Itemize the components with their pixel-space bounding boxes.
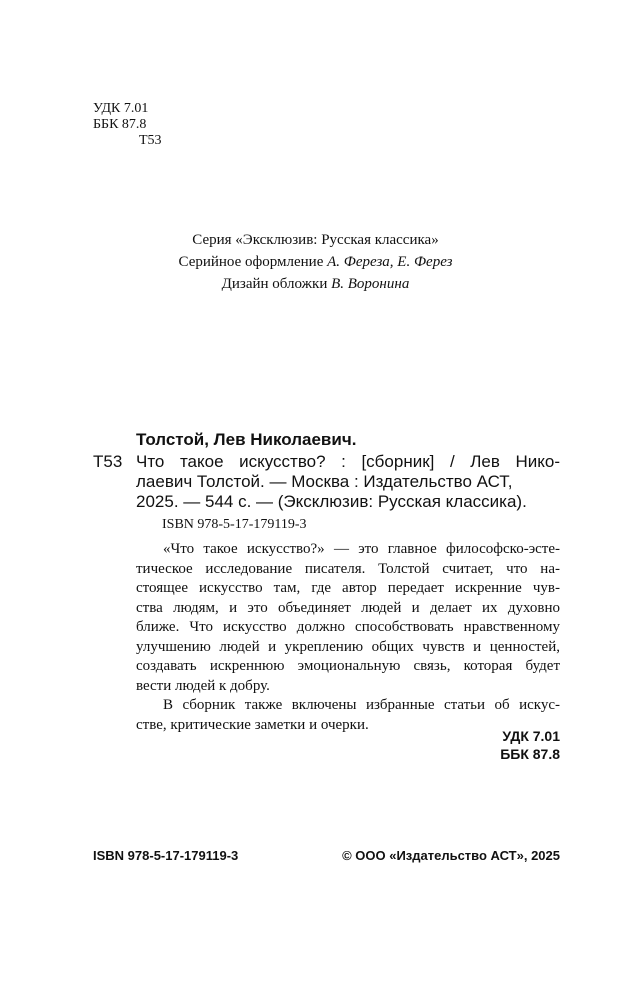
udk-code-bottom: УДК 7.01	[502, 728, 560, 744]
record-isbn: ISBN 978-5-17-179119-3	[162, 517, 307, 532]
annotation	[136, 540, 560, 735]
annotation-line: стоящее искусство там, где автор передает искренние чув-	[136, 580, 560, 596]
series-design-label: Серийное оформление	[178, 254, 328, 270]
annotation-line: создавать искреннюю эмоциональную связь, которая будет	[136, 658, 560, 674]
annotation-line: тическое исследование писателя. Толстой считает, что на-	[136, 560, 560, 577]
record-author: Толстой, Лев Николаевич.	[136, 430, 357, 449]
cover-design-line	[0, 273, 631, 295]
record-line-1: Что такое искусство? : [сборник] / Лев Нико-	[136, 452, 560, 471]
cutter-code: Т53	[139, 133, 162, 148]
series-design-line	[0, 251, 631, 273]
annotation-line: вести людей к добру.	[136, 677, 270, 694]
udk-code: УДК 7.01	[93, 101, 149, 116]
udk-bbk-block	[500, 727, 560, 763]
series-title: Серия «Эксклюзив: Русская классика»	[192, 232, 439, 248]
bbk-code: ББК 87.8	[93, 117, 147, 132]
record-cutter: Т53	[93, 452, 123, 471]
annotation-line: «Что такое искусство?» — это главное философско-эсте-	[163, 541, 560, 557]
bibliographic-record	[136, 452, 560, 512]
series-design-names: А. Фереза, Е. Ферез	[327, 254, 453, 270]
footer-copyright: © ООО «Издательство АСТ», 2025	[342, 848, 560, 863]
record-line-3: 2025. — 544 с. — (Эксклюзив: Русская классика).	[136, 492, 527, 511]
bbk-code-bottom: ББК 87.8	[500, 746, 560, 762]
series-credits	[0, 229, 631, 295]
cover-design-name: В. Воронина	[331, 276, 410, 292]
annotation-line: стве, критические заметки и очерки.	[136, 716, 369, 733]
annotation-line: ства людям, и это объединяет людей и делает их духовно	[136, 599, 560, 616]
annotation-line: ближе. Что искусство должно способствовать нравственному	[136, 619, 560, 635]
record-line-2: лаевич Толстой. — Москва : Издательство АСТ,	[136, 472, 513, 491]
cover-design-label: Дизайн обложки	[221, 276, 332, 292]
annotation-line: В сборник также включены избранные статьи об искус-	[163, 697, 560, 713]
classification-block	[93, 101, 162, 149]
annotation-line: улучшению людей и укреплению общих чувств и ценностей,	[136, 638, 560, 655]
footer-isbn: ISBN 978-5-17-179119-3	[93, 848, 239, 863]
